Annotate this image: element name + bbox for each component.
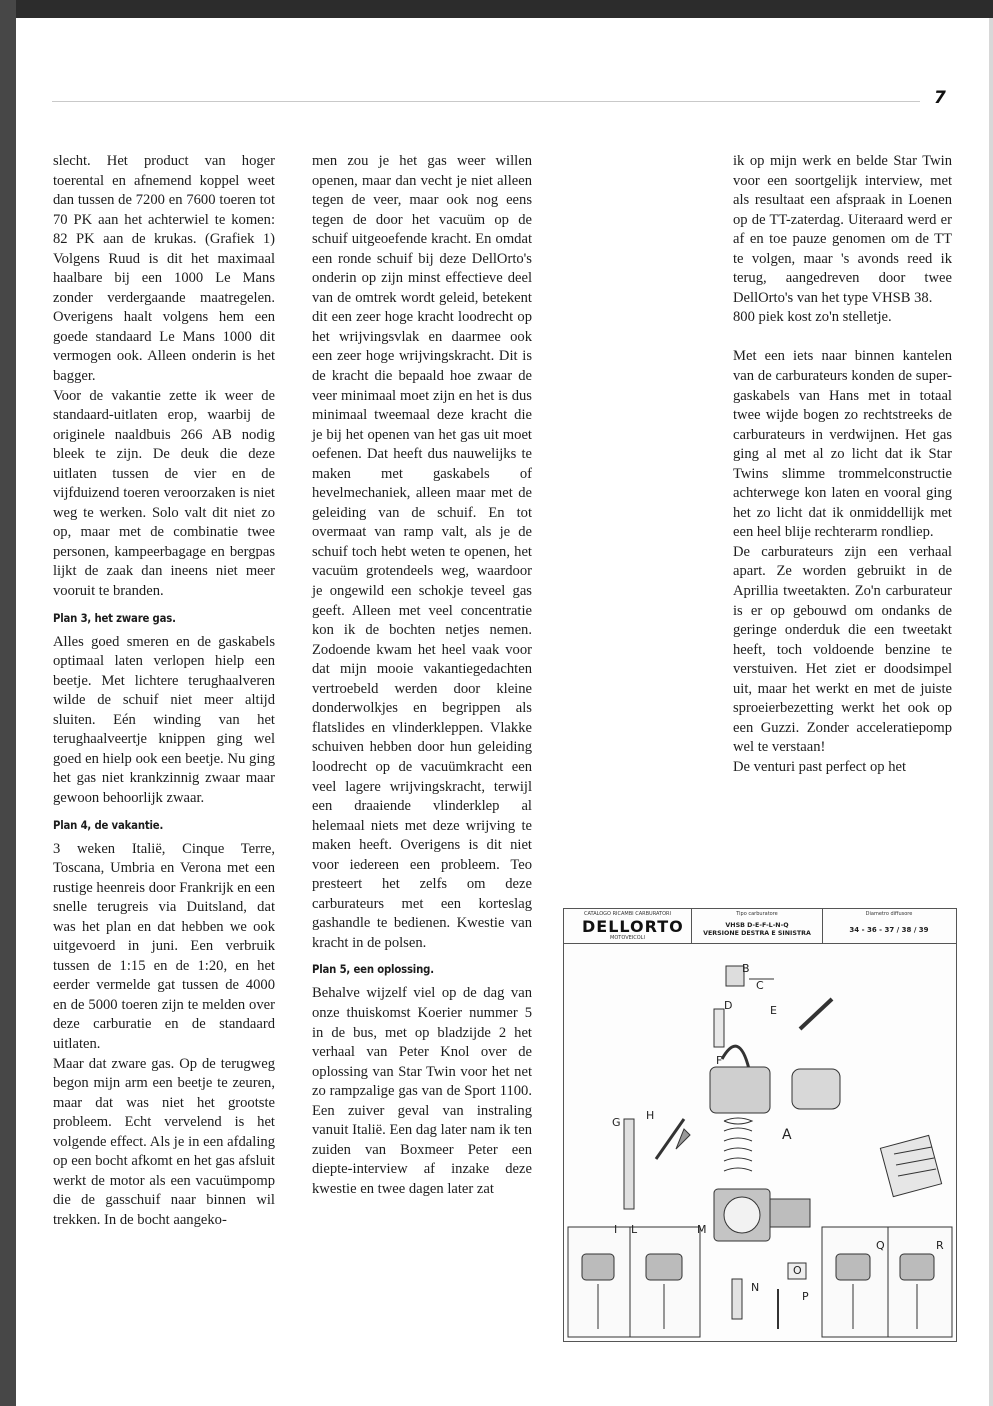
catalog-label: CATALOGO RICAMBI CARBURATORI <box>584 911 671 917</box>
model-line-1: VHSB D-E-F-L-N-Q <box>725 922 789 929</box>
paragraph: 800 piek kost zo'n stelletje. <box>733 309 892 326</box>
part-g <box>624 1119 634 1209</box>
diameter-label: Diametro diffusore <box>865 911 913 917</box>
text-column-1 <box>53 152 275 1230</box>
label-r: R <box>936 1239 944 1252</box>
section-heading: Plan 4, de vakantie. <box>53 817 164 832</box>
label-l: L <box>631 1223 638 1236</box>
paragraph: Met een iets naar binnen kantelen van de carburateurs konden de super-gaskabels van Hans met in totaal twee wijde bogen zo rechtstreeks de carburateurs in verdwijnen. Het gas ging al met al zo licht dat ik Star Twins slimme trommelconstructie achterwege kon laten en vooral ging het zo licht dat ik onmiddellijk met een heel blije rechterarm rondliep. <box>733 348 952 541</box>
scan-edge-right <box>989 18 993 1406</box>
paragraph: slecht. Het product van hoger toerental en afnemend koppel weet dan tussen de 7200 en 7600 toeren tot 70 PK aan het achterwiel te komen: 82 PK aan de krukas. (Grafiek 1) Volgens Ruud is dit het maximaal haalbare bij een 1000 Le Mans zonder verdergaande maatregelen. Overigens haalt volgens hem een goede standaard Le Mans 1000 dit vermogen ook. Alleen onderin is het bagger. <box>53 153 275 385</box>
section-heading: Plan 3, het zware gas. <box>53 610 176 625</box>
label-e: E <box>770 1004 777 1017</box>
paragraph: 3 weken Italië, Cinque Terre, Toscana, Umbria en Verona met een rustige heenreis door Frankrijk en een snelle terugreis via Duitsland, dat was het plan en dat hebben we ook uitgevoerd in juni. Een verbruik tussen de 1:15 en de 1:20, en het eerder vermelde gat tussen de 4000 en de 5000 toeren zijn te melden over deze carburatie en de standaard uitlaten. <box>53 840 275 1052</box>
page-number: 7 <box>934 88 946 108</box>
type-label: Tipo carburatore <box>736 911 778 917</box>
paragraph: Maar dat zware gas. Op de terugweg begon mijn arm een beetje te zeuren, maar dat was niet het grootste probleem. Echt vervelend is het volgende effect. Als je in een afdaling op een bocht afkomt en het gas afsluit werkt de motor als een vacuümpomp die de gasschuif naar binnen wil trekken. In de bocht aangeko- <box>53 1055 275 1228</box>
dellorto-logo: DELLORTO <box>582 917 684 936</box>
part-n <box>732 1279 742 1319</box>
label-o: O <box>793 1264 802 1277</box>
paragraph: ik op mijn werk en belde Star Twin voor een soortgelijk interview, met als resultaat een afspraak in Loenen op de TT-zaterdag. Uiteraard werd er af en toe pauze genomen om de TT te volgen, maar 's avonds reed ik terug, aangedreven door twee DellOrto's van het type VHSB 38. <box>733 153 952 306</box>
text-column-2 <box>312 152 532 1199</box>
carburetor-parts-diagram <box>563 908 957 1342</box>
label-q: Q <box>876 1239 885 1252</box>
exploded-view-drawing <box>564 909 956 1341</box>
label-h: H <box>646 1109 655 1122</box>
label-f: F <box>716 1054 723 1067</box>
header-rule <box>52 101 920 102</box>
model-line-2: VERSIONE DESTRA E SINISTRA <box>703 930 811 937</box>
part-d <box>714 1009 724 1047</box>
text-column-3 <box>733 152 952 777</box>
scan-edge-left <box>0 0 16 1406</box>
paragraph: De venturi past perfect op het <box>733 758 907 775</box>
brand-subtitle: MOTOVEICOLI <box>610 935 645 941</box>
label-c: C <box>756 979 764 992</box>
label-i: I <box>614 1223 618 1236</box>
part-e <box>800 999 832 1029</box>
label-a: A <box>782 1127 792 1143</box>
diameter-values: 34 - 36 - 37 / 38 / 39 <box>849 926 929 934</box>
section-heading: Plan 5, een oplossing. <box>312 962 434 977</box>
label-m: M <box>697 1223 707 1236</box>
label-n: N <box>751 1281 760 1294</box>
label-b: B <box>742 962 750 975</box>
paragraph: men zou je het gas weer willen openen, maar dan vecht je niet alleen tegen de veer, maar ook nog eens tegen de door het vacuüm op de schuif uitgeoefende kracht. En omdat een ronde schuif bij deze DellOrto's onderin op zijn minst effectieve deel van de omtrek wordt geleid, betekent dit een zeer hoge kracht loodrecht op het wrijvingsvlak en daarmee ook een zeer hoge wrijvingskracht. Dit is de kracht die bepaald hoe zwaar de veer minimaal moet zijn en het is dus minimaal tweemaal deze kracht die je bij het openen van het gas uit moet oefenen. Dat heeft dus nauwelijks te maken met gaskabels of hevelmechaniek, alleen maar met de geleiding van de schuif. En tot overmaat van ramp valt, als je de schuif toch hebt weten te openen, het vacuüm grotendeels weg, waardoor je ongewild een schokje teveel gas geeft. Alleen met veel concentratie kon ik de bochten netjes nemen. Zodoende kwam het heel vaak voor dat mijn mooie vakantiegedachten vertroebeld werden door kleine donderwolkjes en begrippen als flatslides en vlinderkleppen. Vlakke schuiven hebben door hun geleiding loodrecht op de vacuümkracht een veel lagere wrijvingskracht, terwijl een draaiende vlinderklep al helemaal niets met deze wrijving te maken heeft. Overigens is dit niet voor iedereen een probleem. Teo presteert het zelfs om deze carburateurs met een korteslag gashandle te bedienen. Kwestie van kracht in de polsen. <box>312 153 532 951</box>
label-p: P <box>802 1290 809 1303</box>
panel-l <box>630 1227 700 1337</box>
paragraph: Behalve wijzelf viel op de dag van onze thuiskomst Koerier nummer 5 in de bus, met op bladzijde 2 het verhaal van Peter Knol over de oplossing van Star Twin voor het net zo rampzalige gas van de Sport 1100. Een zuiver geval van instraling vanuit Italië. Een dag later nam ik ten zuiden van Boxmeer Peter een diepte-interview af inzake deze kwestie en twee dagen later zat <box>312 985 532 1197</box>
paragraph: De carburateurs zijn een verhaal apart. Ze worden gebruikt in de Aprillia tweetakten. Zo'n carburateur is er op gebouwd om ondanks de geringe onderduk die een tweetakt heeft, toch voldoende benzine te verstuiven. Het ziet er doodsimpel uit, maar het werkt en met de juiste sproeierbezetting werkt het ook op een Guzzi. Zonder acceleratiepomp wel te verstaan! <box>733 543 952 756</box>
scan-edge-top <box>0 0 993 18</box>
label-g: G <box>612 1116 621 1129</box>
part-e-cap <box>792 1069 840 1109</box>
label-d: D <box>724 999 733 1012</box>
gasket-pack <box>880 1135 941 1196</box>
paragraph: Voor de vakantie zette ik weer de standaard-uitlaten erop, waarbij de originele naaldbuis 266 AB nodig bleek te zijn. De deuk die deze uitlaten tussen de vier en de vijfduizend toeren veroorzaken is niet weg te werken. Solo valt dit niet zo op, maar met de combinatie twee personen, kampeerbagage en bergpas lijkt de zaak dan ineens niet meer vooruit te branden. <box>53 387 275 600</box>
panel-i <box>568 1227 630 1337</box>
carb-cap <box>710 1067 770 1113</box>
paragraph: Alles goed smeren en de gaskabels optimaal laten verlopen hielp een beetje. Met lichtere terughaalveren wilde de schuif niet meer altijd sluiten. Eén winding van het terughaalveertje knippen ging wel goed en hielp ook een beetje. Nu ging het gas niet krankzinnig zwaar maar gewoon behoorlijk zwaar. <box>53 633 275 806</box>
